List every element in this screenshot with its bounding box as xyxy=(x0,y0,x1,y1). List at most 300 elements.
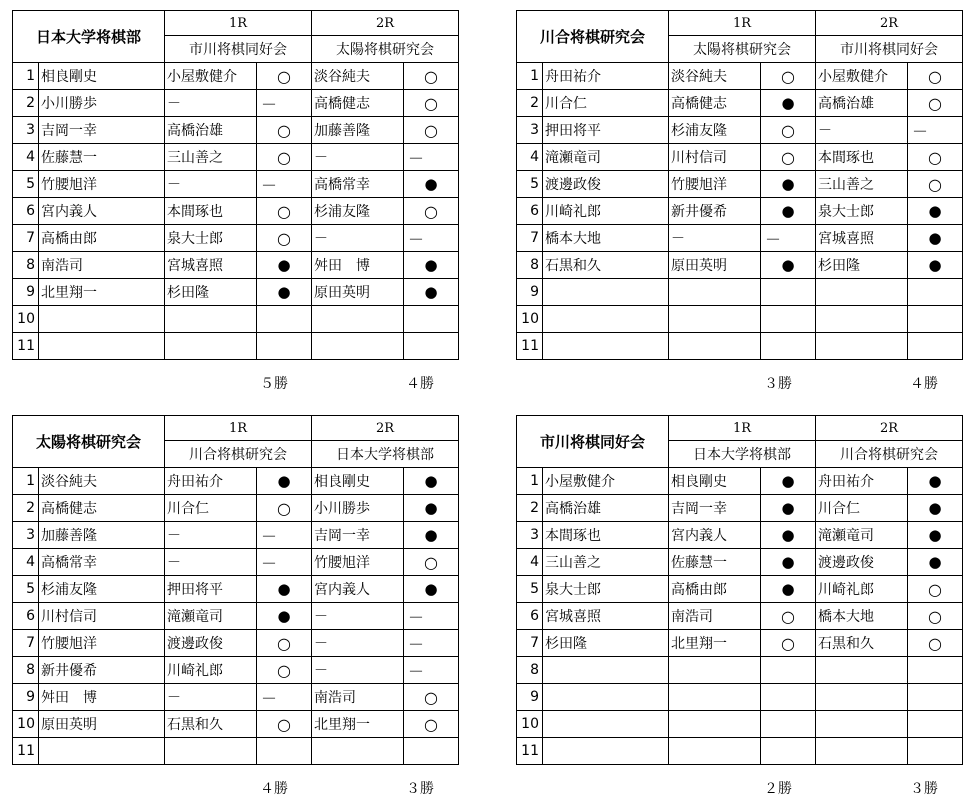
result-mark: ○ xyxy=(257,63,312,90)
table-row xyxy=(13,279,459,306)
result-mark: ○ xyxy=(257,117,312,144)
player-name: 竹腰旭洋 xyxy=(39,630,165,657)
result-mark xyxy=(761,333,816,360)
result-mark: ○ xyxy=(404,549,459,576)
opponent-name: 杉浦友隆 xyxy=(669,117,761,144)
opponent-team: 川合将棋研究会 xyxy=(816,441,963,468)
opponent-team: 日本大学将棋部 xyxy=(669,441,816,468)
player-name: 渡邊政俊 xyxy=(543,171,669,198)
opponent-name: 杉田隆 xyxy=(816,252,908,279)
board-number: 11 xyxy=(517,738,543,765)
opponent-name xyxy=(816,684,908,711)
board-number: 8 xyxy=(13,657,39,684)
board-number: 1 xyxy=(517,63,543,90)
win-count: ３勝 xyxy=(910,781,938,797)
header-row xyxy=(13,416,459,441)
table-row xyxy=(517,63,963,90)
result-mark: ● xyxy=(257,576,312,603)
opponent-name: 原田英明 xyxy=(312,279,404,306)
result-mark: ○ xyxy=(257,198,312,225)
opponent-name: 北里翔一 xyxy=(669,630,761,657)
player-name xyxy=(39,333,165,360)
board-number: 11 xyxy=(13,333,39,360)
table-row xyxy=(517,630,963,657)
result-mark: ● xyxy=(908,522,963,549)
opponent-name: 高橋健志 xyxy=(669,90,761,117)
win-count: ４勝 xyxy=(910,376,938,392)
result-mark: ● xyxy=(908,198,963,225)
team-name: 日本大学将棋部 xyxy=(13,11,165,63)
header-row xyxy=(13,11,459,36)
opponent-name: － xyxy=(165,90,257,117)
opponent-name: 小屋敷健介 xyxy=(165,63,257,90)
opponent-name: 南浩司 xyxy=(669,603,761,630)
round-label: 1R xyxy=(165,416,312,441)
opponent-name: 高橋治雄 xyxy=(165,117,257,144)
table-row xyxy=(13,198,459,225)
result-mark: ○ xyxy=(257,144,312,171)
player-name: 相良剛史 xyxy=(39,63,165,90)
board-number: 6 xyxy=(13,603,39,630)
opponent-name xyxy=(669,333,761,360)
player-name: 三山善之 xyxy=(543,549,669,576)
table-row xyxy=(13,603,459,630)
result-mark: ● xyxy=(761,468,816,495)
opponent-name: 竹腰旭洋 xyxy=(312,549,404,576)
board-number: 10 xyxy=(13,306,39,333)
board-number: 8 xyxy=(517,252,543,279)
player-name: 宮内義人 xyxy=(39,198,165,225)
table-row xyxy=(13,117,459,144)
opponent-name: 宮内義人 xyxy=(669,522,761,549)
opponent-name: 川合仁 xyxy=(816,495,908,522)
result-mark xyxy=(908,306,963,333)
player-name: 竹腰旭洋 xyxy=(39,171,165,198)
player-name: 橋本大地 xyxy=(543,225,669,252)
result-mark xyxy=(908,711,963,738)
round-label: 1R xyxy=(669,416,816,441)
result-mark: ○ xyxy=(404,63,459,90)
opponent-name: 石黒和久 xyxy=(816,630,908,657)
board-number: 3 xyxy=(517,117,543,144)
board-number: 9 xyxy=(517,684,543,711)
header-row xyxy=(517,416,963,441)
team-panel xyxy=(12,10,458,392)
result-mark xyxy=(761,684,816,711)
result-mark: ○ xyxy=(761,603,816,630)
opponent-name: 三山善之 xyxy=(816,171,908,198)
table-row xyxy=(517,252,963,279)
player-name: 舟田祐介 xyxy=(543,63,669,90)
player-name: 高橋常幸 xyxy=(39,549,165,576)
opponent-name: 泉大士郎 xyxy=(816,198,908,225)
result-mark xyxy=(761,306,816,333)
opponent-name: 川合仁 xyxy=(165,495,257,522)
result-mark xyxy=(761,711,816,738)
opponent-name: 南浩司 xyxy=(312,684,404,711)
result-mark: ○ xyxy=(761,144,816,171)
player-name xyxy=(543,306,669,333)
result-mark: ● xyxy=(908,225,963,252)
table-row xyxy=(517,198,963,225)
result-mark: ● xyxy=(404,252,459,279)
table-row xyxy=(517,117,963,144)
opponent-name: 相良剛史 xyxy=(669,468,761,495)
result-mark: ● xyxy=(761,90,816,117)
board-number: 5 xyxy=(517,171,543,198)
result-mark xyxy=(404,333,459,360)
opponent-name xyxy=(669,279,761,306)
opponent-name: 小屋敷健介 xyxy=(816,63,908,90)
result-mark xyxy=(257,306,312,333)
opponent-name: 加藤善隆 xyxy=(312,117,404,144)
result-mark: ○ xyxy=(908,603,963,630)
board-number: 11 xyxy=(13,738,39,765)
opponent-name: 杉田隆 xyxy=(165,279,257,306)
opponent-name: 吉岡一幸 xyxy=(312,522,404,549)
opponent-name: 高橋常幸 xyxy=(312,171,404,198)
board-number: 10 xyxy=(517,306,543,333)
opponent-name: 川崎礼郎 xyxy=(816,576,908,603)
opponent-name: 宮城喜照 xyxy=(816,225,908,252)
player-name: 川村信司 xyxy=(39,603,165,630)
player-name: 高橋健志 xyxy=(39,495,165,522)
result-mark xyxy=(257,738,312,765)
opponent-team: 日本大学将棋部 xyxy=(312,441,459,468)
opponent-name: － xyxy=(165,684,257,711)
result-mark: － xyxy=(257,171,312,198)
result-mark: ○ xyxy=(257,225,312,252)
result-mark xyxy=(908,279,963,306)
result-mark: ● xyxy=(404,171,459,198)
round-label: 2R xyxy=(816,11,963,36)
result-mark: ● xyxy=(908,468,963,495)
board-number: 9 xyxy=(13,684,39,711)
board-number: 9 xyxy=(13,279,39,306)
opponent-name xyxy=(669,684,761,711)
result-mark: ○ xyxy=(257,495,312,522)
opponent-name xyxy=(165,738,257,765)
table-row xyxy=(517,225,963,252)
opponent-name: － xyxy=(165,171,257,198)
result-mark: ● xyxy=(908,495,963,522)
result-mark: ● xyxy=(404,279,459,306)
opponent-name: － xyxy=(312,225,404,252)
board-number: 7 xyxy=(13,225,39,252)
result-mark: ○ xyxy=(404,198,459,225)
board-number: 7 xyxy=(13,630,39,657)
team-panel xyxy=(516,415,962,797)
player-name xyxy=(543,738,669,765)
opponent-name: 宮内義人 xyxy=(312,576,404,603)
opponent-name: － xyxy=(669,225,761,252)
result-mark xyxy=(908,738,963,765)
board-number: 5 xyxy=(13,171,39,198)
score-table xyxy=(516,10,963,360)
player-name: 杉田隆 xyxy=(543,630,669,657)
table-row xyxy=(13,144,459,171)
table-row xyxy=(517,657,963,684)
opponent-name: 北里翔一 xyxy=(312,711,404,738)
result-mark: ● xyxy=(257,468,312,495)
player-name: 南浩司 xyxy=(39,252,165,279)
table-row xyxy=(517,711,963,738)
result-mark: ● xyxy=(761,576,816,603)
opponent-name: 高橋治雄 xyxy=(816,90,908,117)
table-row xyxy=(517,90,963,117)
table-row xyxy=(13,576,459,603)
opponent-name: 滝瀬竜司 xyxy=(816,522,908,549)
result-mark: － xyxy=(404,144,459,171)
table-row xyxy=(13,333,459,360)
table-row xyxy=(13,171,459,198)
score-table xyxy=(12,10,459,360)
board-number: 1 xyxy=(517,468,543,495)
result-mark: ● xyxy=(761,171,816,198)
opponent-name: 高橋健志 xyxy=(312,90,404,117)
result-mark: － xyxy=(404,225,459,252)
opponent-name xyxy=(312,306,404,333)
board-number: 1 xyxy=(13,63,39,90)
player-name: 高橋治雄 xyxy=(543,495,669,522)
board-number: 1 xyxy=(13,468,39,495)
result-mark: ● xyxy=(908,252,963,279)
opponent-name: 川崎礼郎 xyxy=(165,657,257,684)
opponent-name xyxy=(816,333,908,360)
player-name: 新井優希 xyxy=(39,657,165,684)
result-mark: ○ xyxy=(908,90,963,117)
opponent-name xyxy=(669,657,761,684)
table-row xyxy=(13,90,459,117)
opponent-name: 小川勝歩 xyxy=(312,495,404,522)
table-row xyxy=(517,684,963,711)
opponent-name: 舟田祐介 xyxy=(165,468,257,495)
opponent-name xyxy=(165,306,257,333)
player-name: 小屋敷健介 xyxy=(543,468,669,495)
player-name xyxy=(543,657,669,684)
team-name: 市川将棋同好会 xyxy=(517,416,669,468)
player-name: 加藤善隆 xyxy=(39,522,165,549)
opponent-name: － xyxy=(312,657,404,684)
result-mark: ● xyxy=(761,252,816,279)
opponent-name: 舛田 博 xyxy=(312,252,404,279)
board-number: 10 xyxy=(13,711,39,738)
table-row xyxy=(517,603,963,630)
result-mark: － xyxy=(257,684,312,711)
player-name: 滝瀬竜司 xyxy=(543,144,669,171)
result-mark: － xyxy=(761,225,816,252)
player-name: 宮城喜照 xyxy=(543,603,669,630)
result-mark: － xyxy=(404,630,459,657)
score-table xyxy=(12,415,459,765)
table-row xyxy=(13,630,459,657)
opponent-name: 渡邊政俊 xyxy=(816,549,908,576)
result-mark: ○ xyxy=(908,576,963,603)
result-mark xyxy=(257,333,312,360)
result-mark xyxy=(761,279,816,306)
round-label: 1R xyxy=(165,11,312,36)
result-mark xyxy=(761,657,816,684)
player-name: 石黒和久 xyxy=(543,252,669,279)
board-number: 5 xyxy=(13,576,39,603)
board-number: 6 xyxy=(13,198,39,225)
result-mark xyxy=(404,306,459,333)
result-mark: － xyxy=(404,657,459,684)
table-row xyxy=(517,333,963,360)
table-row xyxy=(517,171,963,198)
result-mark xyxy=(908,657,963,684)
table-row xyxy=(13,738,459,765)
opponent-team: 太陽将棋研究会 xyxy=(312,36,459,63)
result-mark: ○ xyxy=(908,63,963,90)
player-name xyxy=(543,333,669,360)
result-mark: ○ xyxy=(908,144,963,171)
opponent-team: 太陽将棋研究会 xyxy=(669,36,816,63)
opponent-name: 竹腰旭洋 xyxy=(669,171,761,198)
opponent-name: 吉岡一幸 xyxy=(669,495,761,522)
result-mark: ○ xyxy=(257,630,312,657)
opponent-name: － xyxy=(165,522,257,549)
opponent-name xyxy=(816,711,908,738)
board-number: 11 xyxy=(517,333,543,360)
opponent-name: － xyxy=(312,144,404,171)
table-row xyxy=(13,522,459,549)
result-mark: ● xyxy=(404,576,459,603)
win-count: ３勝 xyxy=(406,781,434,797)
opponent-name: － xyxy=(165,549,257,576)
opponent-name: 石黒和久 xyxy=(165,711,257,738)
round-label: 2R xyxy=(312,416,459,441)
opponent-name xyxy=(669,306,761,333)
score-table xyxy=(516,415,963,765)
opponent-name: 原田英明 xyxy=(669,252,761,279)
result-mark xyxy=(908,684,963,711)
opponent-name: 本間琢也 xyxy=(165,198,257,225)
opponent-name: 佐藤慧一 xyxy=(669,549,761,576)
table-row xyxy=(13,684,459,711)
board-number: 7 xyxy=(517,630,543,657)
board-number: 5 xyxy=(517,576,543,603)
opponent-name: 泉大士郎 xyxy=(165,225,257,252)
opponent-name xyxy=(816,738,908,765)
player-name xyxy=(543,711,669,738)
table-row xyxy=(13,468,459,495)
board-number: 2 xyxy=(13,495,39,522)
board-number: 4 xyxy=(517,144,543,171)
table-row xyxy=(517,576,963,603)
opponent-name xyxy=(669,711,761,738)
result-mark: ● xyxy=(404,495,459,522)
player-name: 川崎礼郎 xyxy=(543,198,669,225)
board-number: 6 xyxy=(517,198,543,225)
result-mark: ○ xyxy=(404,711,459,738)
player-name: 高橋由郎 xyxy=(39,225,165,252)
board-number: 2 xyxy=(13,90,39,117)
player-name xyxy=(39,306,165,333)
result-mark: ● xyxy=(761,198,816,225)
result-mark: ● xyxy=(257,279,312,306)
board-number: 7 xyxy=(517,225,543,252)
table-row xyxy=(517,495,963,522)
team-name: 川合将棋研究会 xyxy=(517,11,669,63)
table-row xyxy=(13,306,459,333)
result-mark: － xyxy=(404,603,459,630)
result-mark: ● xyxy=(404,468,459,495)
player-name: 杉浦友隆 xyxy=(39,576,165,603)
result-mark xyxy=(404,738,459,765)
player-name: 泉大士郎 xyxy=(543,576,669,603)
board-number: 6 xyxy=(517,603,543,630)
opponent-name xyxy=(816,657,908,684)
table-row xyxy=(517,468,963,495)
board-number: 8 xyxy=(13,252,39,279)
opponent-name: － xyxy=(312,630,404,657)
board-number: 4 xyxy=(517,549,543,576)
opponent-name: 本間琢也 xyxy=(816,144,908,171)
player-name: 小川勝歩 xyxy=(39,90,165,117)
player-name: 本間琢也 xyxy=(543,522,669,549)
player-name: 原田英明 xyxy=(39,711,165,738)
opponent-name: 滝瀬竜司 xyxy=(165,603,257,630)
round-label: 2R xyxy=(816,416,963,441)
result-mark: ● xyxy=(404,522,459,549)
win-count: ２勝 xyxy=(764,781,792,797)
table-row xyxy=(13,495,459,522)
table-row xyxy=(517,279,963,306)
result-mark xyxy=(761,738,816,765)
player-name: 佐藤慧一 xyxy=(39,144,165,171)
board-number: 8 xyxy=(517,657,543,684)
board-number: 2 xyxy=(517,90,543,117)
opponent-name: － xyxy=(816,117,908,144)
result-mark: ● xyxy=(257,252,312,279)
result-mark: － xyxy=(257,549,312,576)
team-panel xyxy=(516,10,962,392)
header-row xyxy=(517,11,963,36)
opponent-name xyxy=(312,333,404,360)
opponent-name: 相良剛史 xyxy=(312,468,404,495)
opponent-name: － xyxy=(312,603,404,630)
opponent-name: 舟田祐介 xyxy=(816,468,908,495)
opponent-name: 押田将平 xyxy=(165,576,257,603)
player-name: 吉岡一幸 xyxy=(39,117,165,144)
result-mark: ○ xyxy=(404,90,459,117)
win-count: ５勝 xyxy=(260,376,288,392)
result-mark: ● xyxy=(761,495,816,522)
result-mark: ○ xyxy=(761,630,816,657)
opponent-name xyxy=(816,306,908,333)
opponent-name: 杉浦友隆 xyxy=(312,198,404,225)
opponent-name xyxy=(312,738,404,765)
player-name xyxy=(543,684,669,711)
table-row xyxy=(517,306,963,333)
round-label: 2R xyxy=(312,11,459,36)
table-row xyxy=(517,522,963,549)
player-name: 淡谷純夫 xyxy=(39,468,165,495)
player-name: 川合仁 xyxy=(543,90,669,117)
result-mark: － xyxy=(257,522,312,549)
table-row xyxy=(13,711,459,738)
result-mark: ○ xyxy=(257,711,312,738)
opponent-name: 淡谷純夫 xyxy=(312,63,404,90)
opponent-name xyxy=(165,333,257,360)
win-count: ３勝 xyxy=(764,376,792,392)
opponent-name: 川村信司 xyxy=(669,144,761,171)
table-row xyxy=(13,63,459,90)
player-name xyxy=(543,279,669,306)
player-name: 押田将平 xyxy=(543,117,669,144)
win-count: ４勝 xyxy=(260,781,288,797)
